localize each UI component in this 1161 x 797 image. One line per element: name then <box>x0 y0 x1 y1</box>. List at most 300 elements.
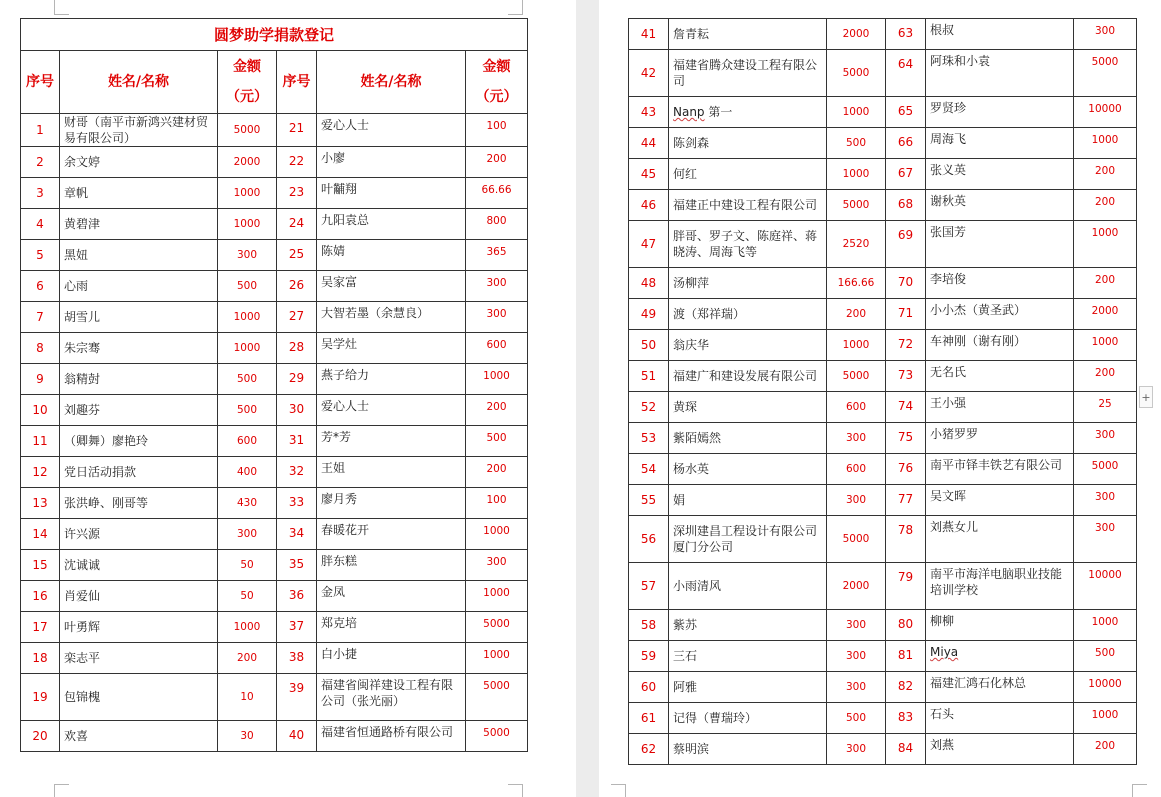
row-name[interactable]: 心雨 <box>60 271 218 302</box>
row-name[interactable]: （卿舞）廖艳玲 <box>60 426 218 457</box>
row-seq[interactable]: 1 <box>21 114 60 147</box>
row-amount[interactable]: 5000 <box>466 674 528 721</box>
row-amount[interactable]: 1000 <box>466 519 528 550</box>
row-amount[interactable]: 50 <box>218 581 277 612</box>
header-amount-line2: （元） <box>475 89 518 105</box>
row-name[interactable]: 刘燕 <box>926 734 1074 765</box>
row-seq[interactable]: 73 <box>886 361 926 392</box>
row-name[interactable]: 张义英 <box>926 159 1074 190</box>
row-amount[interactable]: 300 <box>466 550 528 581</box>
row-name[interactable]: 九阳袁总 <box>317 209 466 240</box>
row-amount[interactable]: 300 <box>1074 516 1137 563</box>
row-name[interactable]: 阿珠和小袁 <box>926 50 1074 97</box>
row-amount[interactable]: 300 <box>827 485 886 516</box>
row-seq[interactable]: 47 <box>629 221 669 268</box>
table-title[interactable]: 圆梦助学捐款登记 <box>21 19 528 51</box>
row-name[interactable]: 王小强 <box>926 392 1074 423</box>
row-name[interactable]: 吴文晖 <box>926 485 1074 516</box>
row-amount[interactable]: 400 <box>218 457 277 488</box>
row-name[interactable]: 爱心人士 <box>317 395 466 426</box>
row-seq[interactable]: 14 <box>21 519 60 550</box>
row-name[interactable]: 陈婧 <box>317 240 466 271</box>
row-amount[interactable]: 10000 <box>1074 97 1137 128</box>
row-amount[interactable]: 500 <box>827 128 886 159</box>
row-seq[interactable]: 80 <box>886 610 926 641</box>
row-amount[interactable]: 5000 <box>466 721 528 752</box>
row-amount[interactable]: 300 <box>466 271 528 302</box>
row-amount[interactable]: 1000 <box>466 581 528 612</box>
row-amount[interactable]: 600 <box>827 454 886 485</box>
row-name[interactable]: 福建省恒通路桥有限公司 <box>317 721 466 752</box>
table-row <box>21 395 528 426</box>
row-amount[interactable]: 500 <box>218 271 277 302</box>
row-name[interactable]: 娟 <box>669 485 827 516</box>
row-amount[interactable]: 10 <box>218 674 277 721</box>
row-amount[interactable]: 2520 <box>827 221 886 268</box>
row-seq[interactable]: 62 <box>629 734 669 765</box>
row-seq[interactable]: 60 <box>629 672 669 703</box>
row-name[interactable]: 吴家富 <box>317 271 466 302</box>
table-row <box>21 147 528 178</box>
row-name[interactable]: 财哥（南平市新鸿兴建材贸易有限公司） <box>60 114 218 147</box>
row-seq[interactable]: 71 <box>886 299 926 330</box>
row-seq[interactable]: 56 <box>629 516 669 563</box>
row-name[interactable]: 福建广和建设发展有限公司 <box>669 361 827 392</box>
row-name[interactable]: 余文婷 <box>60 147 218 178</box>
table-row <box>21 364 528 395</box>
row-amount[interactable]: 50 <box>218 550 277 581</box>
row-name[interactable]: 陈剑森 <box>669 128 827 159</box>
row-name[interactable]: 金凤 <box>317 581 466 612</box>
row-seq[interactable]: 19 <box>21 674 60 721</box>
row-name[interactable]: 廖月秀 <box>317 488 466 519</box>
row-name[interactable]: 车神刚（谢有刚） <box>926 330 1074 361</box>
crop-mark <box>1132 784 1147 797</box>
header-name[interactable]: 姓名/名称 <box>317 51 466 114</box>
row-amount[interactable]: 1000 <box>1074 703 1137 734</box>
row-amount[interactable]: 300 <box>827 641 886 672</box>
row-seq[interactable]: 70 <box>886 268 926 299</box>
table-row <box>629 641 1137 672</box>
row-seq[interactable]: 16 <box>21 581 60 612</box>
row-seq[interactable]: 61 <box>629 703 669 734</box>
row-seq[interactable]: 69 <box>886 221 926 268</box>
row-name[interactable]: 谢秋英 <box>926 190 1074 221</box>
table-row <box>629 516 1137 563</box>
row-name[interactable]: 包锦槐 <box>60 674 218 721</box>
row-amount[interactable]: 200 <box>1074 361 1137 392</box>
row-amount[interactable]: 66.66 <box>466 178 528 209</box>
row-name[interactable]: 南平市海洋电脑职业技能培训学校 <box>926 563 1074 610</box>
row-amount[interactable]: 5000 <box>466 612 528 643</box>
row-seq[interactable]: 66 <box>886 128 926 159</box>
table-row <box>629 610 1137 641</box>
row-amount[interactable]: 300 <box>466 302 528 333</box>
row-seq[interactable]: 24 <box>277 209 317 240</box>
table-row <box>629 361 1137 392</box>
row-amount[interactable]: 600 <box>827 392 886 423</box>
table-row <box>21 178 528 209</box>
row-name[interactable]: 无名氏 <box>926 361 1074 392</box>
row-amount[interactable]: 1000 <box>1074 610 1137 641</box>
row-name[interactable]: 阿雅 <box>669 672 827 703</box>
row-name[interactable]: 黑妞 <box>60 240 218 271</box>
row-name[interactable]: 肖爱仙 <box>60 581 218 612</box>
row-seq[interactable]: 50 <box>629 330 669 361</box>
row-name[interactable]: 三石 <box>669 641 827 672</box>
row-seq[interactable]: 82 <box>886 672 926 703</box>
row-amount[interactable]: 25 <box>1074 392 1137 423</box>
row-seq[interactable]: 26 <box>277 271 317 302</box>
table-row <box>21 209 528 240</box>
row-name[interactable]: 芳*芳 <box>317 426 466 457</box>
table-row <box>21 271 528 302</box>
row-seq[interactable]: 43 <box>629 97 669 128</box>
crop-mark <box>508 784 523 797</box>
row-name[interactable]: 章帆 <box>60 178 218 209</box>
row-amount[interactable]: 30 <box>218 721 277 752</box>
row-seq[interactable]: 10 <box>21 395 60 426</box>
row-seq[interactable]: 45 <box>629 159 669 190</box>
row-amount[interactable]: 600 <box>218 426 277 457</box>
table-row <box>629 454 1137 485</box>
table-row <box>21 426 528 457</box>
row-name[interactable]: 周海飞 <box>926 128 1074 159</box>
row-amount[interactable]: 1000 <box>1074 128 1137 159</box>
row-name[interactable]: 大智若墨（余慧良） <box>317 302 466 333</box>
row-seq[interactable]: 74 <box>886 392 926 423</box>
row-name[interactable]: 朱宗骞 <box>60 333 218 364</box>
row-seq[interactable]: 58 <box>629 610 669 641</box>
row-seq[interactable]: 8 <box>21 333 60 364</box>
row-name[interactable]: 许兴源 <box>60 519 218 550</box>
row-seq[interactable]: 53 <box>629 423 669 454</box>
row-name[interactable]: 南平市铎丰铁艺有限公司 <box>926 454 1074 485</box>
row-seq[interactable]: 81 <box>886 641 926 672</box>
row-amount[interactable]: 300 <box>827 672 886 703</box>
row-seq[interactable]: 76 <box>886 454 926 485</box>
row-amount[interactable]: 200 <box>827 299 886 330</box>
table-row <box>629 423 1137 454</box>
row-name[interactable]: 张国芳 <box>926 221 1074 268</box>
row-name[interactable]: 小猪罗罗 <box>926 423 1074 454</box>
row-amount[interactable]: 200 <box>466 147 528 178</box>
row-name[interactable]: 翁精尌 <box>60 364 218 395</box>
row-name[interactable]: 罗贤珍 <box>926 97 1074 128</box>
row-amount[interactable]: 600 <box>466 333 528 364</box>
row-amount[interactable]: 430 <box>218 488 277 519</box>
row-name[interactable]: 张洪峥、刚哥等 <box>60 488 218 519</box>
row-amount[interactable]: 200 <box>218 643 277 674</box>
row-amount[interactable]: 10000 <box>1074 672 1137 703</box>
header-amount[interactable] <box>218 51 277 114</box>
row-name[interactable]: 小廖 <box>317 147 466 178</box>
table-row <box>21 333 528 364</box>
row-amount[interactable]: 10000 <box>1074 563 1137 610</box>
table-row <box>21 612 528 643</box>
row-seq[interactable]: 25 <box>277 240 317 271</box>
row-amount[interactable]: 500 <box>1074 641 1137 672</box>
row-name[interactable]: 深圳建昌工程设计有限公司厦门分公司 <box>669 516 827 563</box>
row-name[interactable]: 渡（郑祥瑞） <box>669 299 827 330</box>
row-seq[interactable]: 29 <box>277 364 317 395</box>
row-seq[interactable]: 59 <box>629 641 669 672</box>
row-amount[interactable]: 100 <box>466 488 528 519</box>
row-name[interactable]: 吴学灶 <box>317 333 466 364</box>
row-amount[interactable]: 500 <box>466 426 528 457</box>
row-name[interactable]: 叶勇辉 <box>60 612 218 643</box>
row-name[interactable]: 燕子给力 <box>317 364 466 395</box>
row-seq[interactable]: 17 <box>21 612 60 643</box>
spellcheck-mark: Miya <box>930 645 959 659</box>
row-amount[interactable]: 1000 <box>218 302 277 333</box>
row-seq[interactable]: 39 <box>277 674 317 721</box>
row-name[interactable]: 翁庆华 <box>669 330 827 361</box>
row-name[interactable]: 福建省腾众建设工程有限公司 <box>669 50 827 97</box>
row-amount[interactable]: 1000 <box>827 97 886 128</box>
row-amount[interactable]: 5000 <box>827 50 886 97</box>
row-seq[interactable]: 75 <box>886 423 926 454</box>
row-amount[interactable]: 300 <box>218 519 277 550</box>
row-seq[interactable]: 22 <box>277 147 317 178</box>
row-seq[interactable]: 55 <box>629 485 669 516</box>
row-name[interactable]: 李培俊 <box>926 268 1074 299</box>
row-amount[interactable]: 500 <box>827 703 886 734</box>
row-seq[interactable]: 64 <box>886 50 926 97</box>
row-seq[interactable]: 34 <box>277 519 317 550</box>
row-seq[interactable]: 79 <box>886 563 926 610</box>
row-seq[interactable]: 54 <box>629 454 669 485</box>
row-seq[interactable]: 21 <box>277 114 317 147</box>
table-row <box>21 114 528 147</box>
row-seq[interactable]: 11 <box>21 426 60 457</box>
row-amount[interactable]: 300 <box>1074 485 1137 516</box>
row-seq[interactable]: 4 <box>21 209 60 240</box>
row-name[interactable]: 福建汇鸿石化林总 <box>926 672 1074 703</box>
row-name[interactable]: 蔡明滨 <box>669 734 827 765</box>
table-row <box>629 19 1137 50</box>
table-row <box>629 734 1137 765</box>
table-row <box>21 302 528 333</box>
row-seq[interactable]: 15 <box>21 550 60 581</box>
row-amount[interactable]: 300 <box>827 610 886 641</box>
row-seq[interactable]: 9 <box>21 364 60 395</box>
row-amount[interactable]: 1000 <box>827 330 886 361</box>
row-name[interactable]: 沈诚诚 <box>60 550 218 581</box>
row-seq[interactable]: 28 <box>277 333 317 364</box>
row-name[interactable]: 汤柳萍 <box>669 268 827 299</box>
row-amount[interactable]: 800 <box>466 209 528 240</box>
row-name[interactable]: 春暖花开 <box>317 519 466 550</box>
row-seq[interactable]: 37 <box>277 612 317 643</box>
document-page-right <box>599 0 1161 797</box>
row-name[interactable]: 刘趣芬 <box>60 395 218 426</box>
row-name[interactable]: 紫苏 <box>669 610 827 641</box>
table-row <box>629 97 1137 128</box>
row-amount[interactable]: 200 <box>466 457 528 488</box>
table-row <box>21 550 528 581</box>
row-amount[interactable]: 2000 <box>827 563 886 610</box>
row-name[interactable]: 福建省闽祥建设工程有限公司（张光丽） <box>317 674 466 721</box>
row-amount[interactable]: 1000 <box>1074 221 1137 268</box>
row-amount[interactable]: 200 <box>1074 734 1137 765</box>
row-amount[interactable]: 2000 <box>218 147 277 178</box>
table-row <box>21 674 528 721</box>
row-amount[interactable]: 1000 <box>466 643 528 674</box>
row-name[interactable]: 欢喜 <box>60 721 218 752</box>
row-amount[interactable]: 5000 <box>1074 454 1137 485</box>
row-name[interactable]: 石头 <box>926 703 1074 734</box>
row-amount[interactable]: 5000 <box>827 516 886 563</box>
table-row <box>21 519 528 550</box>
row-name[interactable]: 福建正中建设工程有限公司 <box>669 190 827 221</box>
add-row-button[interactable]: + <box>1139 386 1153 408</box>
row-seq[interactable]: 5 <box>21 240 60 271</box>
row-seq[interactable]: 12 <box>21 457 60 488</box>
row-amount[interactable]: 1000 <box>466 364 528 395</box>
row-name[interactable]: 紫陌嫣然 <box>669 423 827 454</box>
row-amount[interactable]: 1000 <box>218 333 277 364</box>
row-name[interactable]: 杨水英 <box>669 454 827 485</box>
row-seq[interactable]: 41 <box>629 19 669 50</box>
row-name[interactable]: 黄琛 <box>669 392 827 423</box>
row-name[interactable]: 小雨清风 <box>669 563 827 610</box>
row-amount[interactable]: 2000 <box>1074 299 1137 330</box>
row-name[interactable]: 白小捷 <box>317 643 466 674</box>
row-amount[interactable]: 300 <box>218 240 277 271</box>
crop-mark <box>54 0 69 15</box>
row-seq[interactable]: 57 <box>629 563 669 610</box>
row-amount[interactable]: 1000 <box>1074 330 1137 361</box>
table-row <box>629 268 1137 299</box>
row-name[interactable]: 叶黼翔 <box>317 178 466 209</box>
row-seq[interactable]: 83 <box>886 703 926 734</box>
row-seq[interactable]: 42 <box>629 50 669 97</box>
row-name[interactable]: 记得（曹瑞玲） <box>669 703 827 734</box>
row-amount[interactable]: 300 <box>827 734 886 765</box>
row-seq[interactable]: 46 <box>629 190 669 221</box>
row-seq[interactable]: 52 <box>629 392 669 423</box>
table-row <box>21 488 528 519</box>
row-seq[interactable]: 68 <box>886 190 926 221</box>
row-name[interactable]: 何红 <box>669 159 827 190</box>
row-amount[interactable]: 365 <box>466 240 528 271</box>
spellcheck-mark: Nanp <box>673 105 705 119</box>
table-row <box>21 240 528 271</box>
row-seq[interactable]: 32 <box>277 457 317 488</box>
row-seq[interactable]: 27 <box>277 302 317 333</box>
row-amount[interactable]: 2000 <box>827 19 886 50</box>
row-seq[interactable]: 31 <box>277 426 317 457</box>
row-seq[interactable]: 78 <box>886 516 926 563</box>
crop-mark <box>54 784 69 797</box>
row-name[interactable]: 爱心人士 <box>317 114 466 147</box>
row-name[interactable] <box>926 641 1074 672</box>
row-amount[interactable]: 166.66 <box>827 268 886 299</box>
row-name[interactable]: 王姐 <box>317 457 466 488</box>
row-name[interactable]: 根叔 <box>926 19 1074 50</box>
row-amount[interactable]: 5000 <box>218 114 277 147</box>
header-amount[interactable] <box>466 51 528 114</box>
row-seq[interactable]: 33 <box>277 488 317 519</box>
row-seq[interactable]: 65 <box>886 97 926 128</box>
row-seq[interactable]: 3 <box>21 178 60 209</box>
row-seq[interactable]: 20 <box>21 721 60 752</box>
table-row <box>629 190 1137 221</box>
table-row <box>21 581 528 612</box>
header-name[interactable]: 姓名/名称 <box>60 51 218 114</box>
row-seq[interactable]: 77 <box>886 485 926 516</box>
row-name[interactable]: 郑克培 <box>317 612 466 643</box>
row-amount[interactable]: 1000 <box>218 209 277 240</box>
header-seq[interactable]: 序号 <box>21 51 60 114</box>
row-seq[interactable]: 38 <box>277 643 317 674</box>
row-seq[interactable]: 2 <box>21 147 60 178</box>
row-amount[interactable]: 5000 <box>1074 50 1137 97</box>
row-amount[interactable]: 300 <box>827 423 886 454</box>
row-seq[interactable]: 36 <box>277 581 317 612</box>
row-name[interactable]: 胖哥、罗子文、陈庭祥、蒋晓涛、周海飞等 <box>669 221 827 268</box>
row-amount[interactable]: 1000 <box>218 178 277 209</box>
row-seq[interactable]: 49 <box>629 299 669 330</box>
row-name[interactable]: 胖东糕 <box>317 550 466 581</box>
row-seq[interactable]: 7 <box>21 302 60 333</box>
row-name[interactable]: 小小杰（黄圣武） <box>926 299 1074 330</box>
row-amount[interactable]: 300 <box>1074 19 1137 50</box>
row-name[interactable]: 柳柳 <box>926 610 1074 641</box>
row-seq[interactable]: 18 <box>21 643 60 674</box>
row-seq[interactable]: 63 <box>886 19 926 50</box>
row-seq[interactable]: 35 <box>277 550 317 581</box>
row-amount[interactable]: 200 <box>1074 159 1137 190</box>
row-amount[interactable]: 200 <box>1074 268 1137 299</box>
row-seq[interactable]: 40 <box>277 721 317 752</box>
row-seq[interactable]: 13 <box>21 488 60 519</box>
row-seq[interactable]: 84 <box>886 734 926 765</box>
row-seq[interactable]: 30 <box>277 395 317 426</box>
row-seq[interactable]: 6 <box>21 271 60 302</box>
row-amount[interactable]: 200 <box>466 395 528 426</box>
row-amount[interactable]: 1000 <box>827 159 886 190</box>
row-seq[interactable]: 72 <box>886 330 926 361</box>
row-name[interactable]: Nanp 第一 <box>669 97 827 128</box>
row-name[interactable]: 刘燕女儿 <box>926 516 1074 563</box>
row-amount[interactable]: 200 <box>1074 190 1137 221</box>
row-amount[interactable]: 1000 <box>218 612 277 643</box>
row-amount[interactable]: 100 <box>466 114 528 147</box>
row-amount[interactable]: 300 <box>1074 423 1137 454</box>
row-seq[interactable]: 48 <box>629 268 669 299</box>
table-row <box>629 128 1137 159</box>
donation-table-left <box>20 18 528 752</box>
row-seq[interactable]: 67 <box>886 159 926 190</box>
crop-mark <box>508 0 523 15</box>
row-seq[interactable]: 51 <box>629 361 669 392</box>
table-row <box>629 563 1137 610</box>
row-name[interactable]: 栾志平 <box>60 643 218 674</box>
row-seq[interactable]: 44 <box>629 128 669 159</box>
row-seq[interactable]: 23 <box>277 178 317 209</box>
row-amount[interactable]: 5000 <box>827 190 886 221</box>
row-name[interactable]: 党日活动捐款 <box>60 457 218 488</box>
row-amount[interactable]: 5000 <box>827 361 886 392</box>
row-amount[interactable]: 500 <box>218 395 277 426</box>
row-name[interactable]: 黄碧津 <box>60 209 218 240</box>
row-name[interactable]: 詹青耘 <box>669 19 827 50</box>
row-amount[interactable]: 500 <box>218 364 277 395</box>
header-seq[interactable]: 序号 <box>277 51 317 114</box>
row-name[interactable]: 胡雪儿 <box>60 302 218 333</box>
